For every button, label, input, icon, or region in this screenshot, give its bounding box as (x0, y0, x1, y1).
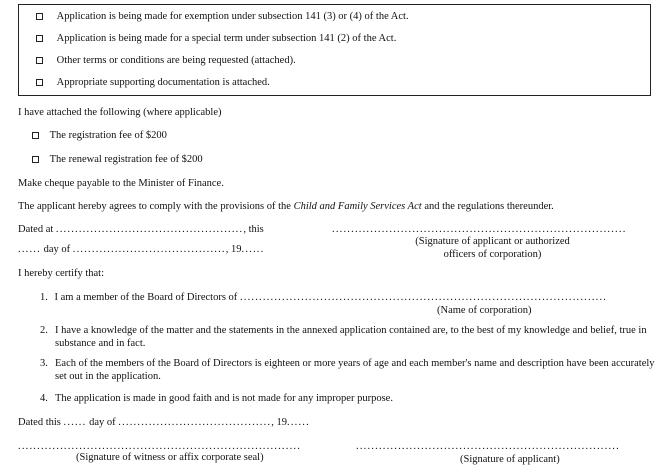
final-applicant-signature-caption: (Signature of applicant) (460, 454, 560, 465)
day-field[interactable]: ...... (63, 417, 87, 428)
dated-at-line: Dated at ................................................., this (18, 224, 264, 235)
cert-item-2-num: 2. (40, 325, 48, 336)
applicant-signature-field[interactable]: ............................................................................. (332, 224, 627, 235)
checkbox[interactable] (36, 79, 43, 86)
cert-item-3-num: 3. (40, 358, 48, 369)
month-field[interactable]: ........................................ (72, 244, 226, 255)
cheque-note: Make cheque payable to the Minister of Finance. (18, 178, 224, 189)
applicant-signature-caption: (Signature of applicant or authorized officers of corporation) (415, 236, 570, 261)
box-option-4: Appropriate supporting documentation is attached. (36, 76, 270, 89)
corporation-name-caption: (Name of corporation) (437, 305, 532, 316)
month-field[interactable]: ........................................ (118, 417, 272, 428)
cert-item-3: Each of the members of the Board of Directors is eighteen or more years of age and each member's name and description have been accurately set out in the application. (55, 358, 655, 383)
checkbox[interactable] (36, 13, 43, 20)
attached-heading: I have attached the following (where applicable) (18, 107, 222, 118)
cert-item-4: The application is made in good faith and is not made for any improper purpose. (55, 393, 393, 404)
box-option-3: Other terms or conditions are being requested (attached). (36, 54, 296, 67)
act-name: Child and Family Services Act (293, 201, 422, 212)
agreement-statement: The applicant hereby agrees to comply with the provisions of the Child and Family Services Act and the regulations thereunder. (18, 201, 554, 212)
cert-item-4-num: 4. (40, 393, 48, 404)
year-field[interactable]: ...... (241, 244, 265, 255)
certify-heading: I hereby certify that: (18, 268, 104, 279)
year-field[interactable]: ...... (287, 417, 310, 428)
checkbox[interactable] (36, 57, 43, 64)
witness-signature-field[interactable]: .......................................................................... (18, 441, 302, 452)
box-option-2: Application is being made for a special term under subsection 141 (2) of the Act. (36, 32, 396, 45)
corporation-name-field[interactable]: ................................................................................................ (239, 292, 608, 303)
final-applicant-signature-field[interactable]: ..................................................................... (356, 441, 620, 452)
dated-this-line: Dated this ...... day of ........................................, 19...... (18, 417, 310, 428)
checkbox[interactable] (36, 35, 43, 42)
checkbox[interactable] (32, 156, 39, 163)
box-option-1: Application is being made for exemption under subsection 141 (3) or (4) of the Act. (36, 10, 409, 23)
checkbox[interactable] (32, 132, 39, 139)
witness-signature-caption: (Signature of witness or affix corporate seal) (76, 452, 264, 463)
cert-item-1: 1. I am a member of the Board of Directors of ................................................................................................ (40, 292, 608, 303)
day-field[interactable]: ...... (18, 244, 41, 255)
cert-item-2: I have a knowledge of the matter and the statements in the annexed application contained are, to the best of my knowledge and belief, true in substance and in fact. (55, 325, 647, 350)
fee-option-registration: The registration fee of $200 (32, 129, 167, 142)
place-field[interactable]: ................................................. (55, 224, 244, 235)
fee-option-renewal: The renewal registration fee of $200 (32, 153, 203, 166)
day-of-line: ...... day of ........................................, 19...... (18, 244, 265, 255)
